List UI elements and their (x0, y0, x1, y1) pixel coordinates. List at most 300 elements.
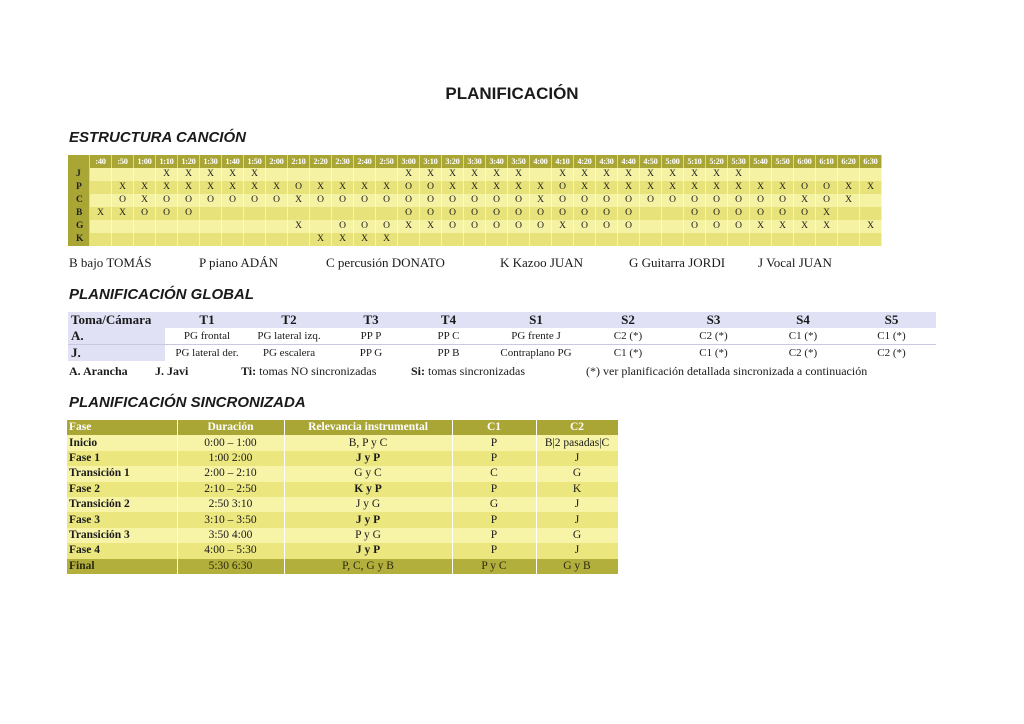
grid-cell: X (420, 220, 442, 233)
grid-cell: X (464, 181, 486, 194)
grid-cell: O (332, 194, 354, 207)
time-header: 4:00 (530, 155, 552, 168)
grid-cell: O (772, 207, 794, 220)
shot-cell: Contraplano PG (500, 347, 572, 359)
grid-cell (288, 233, 310, 246)
cell-c2: J (536, 512, 618, 527)
grid-cell: O (200, 194, 222, 207)
legend-item: G Guitarra JORDI (629, 255, 726, 270)
grid-cell (332, 168, 354, 181)
grid-cell: X (706, 168, 728, 181)
grid-cell: O (728, 207, 750, 220)
grid-cell: X (816, 220, 838, 233)
time-header: 1:20 (178, 155, 200, 168)
grid-cell (244, 233, 266, 246)
shot-cell: PP P (329, 328, 413, 345)
shot-cell: PG frente J (484, 328, 588, 345)
time-header: 1:40 (222, 155, 244, 168)
grid-cell: X (310, 233, 332, 246)
grid-cell (772, 233, 794, 246)
time-header: 3:00 (398, 155, 420, 168)
cell-rel: J y P (284, 543, 452, 558)
time-header: 6:30 (860, 155, 882, 168)
grid-cell: X (156, 168, 178, 181)
cell-fase: Fase 2 (67, 482, 177, 497)
grid-cell: O (816, 194, 838, 207)
grid-cell: O (442, 194, 464, 207)
grid-cell: X (772, 220, 794, 233)
legend-si-label: Si: (411, 364, 426, 378)
grid-cell: O (486, 207, 508, 220)
legend-item: C percusión DONATO (326, 255, 445, 270)
legend-note: (*) ver planificación detallada sincronizada a continuación (586, 364, 868, 378)
grid-cell: O (728, 220, 750, 233)
legend-ti (241, 364, 376, 379)
grid-cell (244, 207, 266, 220)
grid-cell: O (354, 194, 376, 207)
grid-cell: X (222, 168, 244, 181)
grid-cell: X (728, 168, 750, 181)
estructura-grid (68, 155, 882, 246)
grid-cell: X (420, 168, 442, 181)
grid-cell (486, 233, 508, 246)
global-row (68, 345, 936, 362)
grid-cell (662, 220, 684, 233)
grid-cell: O (266, 194, 288, 207)
time-header: 4:30 (596, 155, 618, 168)
shot-cell: C2 (*) (668, 328, 759, 345)
shot-cell: PG lateral der. (175, 347, 239, 359)
grid-cell (200, 207, 222, 220)
grid-cell (618, 233, 640, 246)
grid-cell (662, 207, 684, 220)
grid-cell: O (464, 220, 486, 233)
grid-cell (288, 207, 310, 220)
grid-cell: X (596, 181, 618, 194)
cell-c1: P (452, 543, 536, 558)
column-header: C2 (536, 420, 618, 435)
grid-cell: O (596, 220, 618, 233)
estructura-legend (69, 255, 969, 271)
grid-cell (706, 233, 728, 246)
table-row (67, 497, 618, 512)
grid-cell (266, 168, 288, 181)
time-header: :40 (90, 155, 112, 168)
time-header: 2:10 (288, 155, 310, 168)
grid-cell: X (486, 181, 508, 194)
cell-c2: J (536, 543, 618, 558)
table-row (67, 466, 618, 481)
grid-cell (134, 220, 156, 233)
grid-cell: O (706, 207, 728, 220)
table-row (67, 482, 618, 497)
grid-cell (90, 181, 112, 194)
grid-cell (794, 233, 816, 246)
grid-cell: O (662, 194, 684, 207)
grid-cell: O (750, 207, 772, 220)
time-header: 1:10 (156, 155, 178, 168)
grid-cell (420, 233, 442, 246)
grid-cell (860, 233, 882, 246)
table-row (67, 435, 618, 450)
instrument-label: J (68, 168, 90, 181)
grid-cell (772, 168, 794, 181)
table-row (67, 451, 618, 466)
table-row (67, 559, 618, 574)
grid-cell: X (464, 168, 486, 181)
grid-cell (178, 233, 200, 246)
grid-cell: X (398, 168, 420, 181)
time-header: 5:10 (684, 155, 706, 168)
time-header: 2:00 (266, 155, 288, 168)
grid-cell: O (596, 207, 618, 220)
grid-cell: O (772, 194, 794, 207)
table-row (67, 512, 618, 527)
grid-cell: O (618, 220, 640, 233)
grid-cell: O (376, 220, 398, 233)
take-header: T4 (413, 312, 484, 328)
camera-label: A. (68, 328, 165, 345)
grid-cell (640, 220, 662, 233)
grid-cell: O (574, 194, 596, 207)
grid-cell (200, 220, 222, 233)
grid-cell (266, 220, 288, 233)
grid-cell: X (398, 220, 420, 233)
section-title-estructura: ESTRUCTURA CANCIÓN (69, 129, 246, 146)
grid-cell: X (596, 168, 618, 181)
cell-c1: P (452, 451, 536, 466)
grid-cell (398, 233, 420, 246)
grid-cell (464, 233, 486, 246)
grid-cell: O (530, 207, 552, 220)
global-table (68, 312, 936, 361)
cell-fase: Transición 2 (67, 497, 177, 512)
grid-cell: O (618, 194, 640, 207)
grid-cell (640, 207, 662, 220)
grid-cell (684, 233, 706, 246)
grid-cell: X (684, 168, 706, 181)
take-header: T2 (249, 312, 329, 328)
shot-cell: PP C (413, 328, 484, 345)
shot-cell: C1 (*) (759, 328, 847, 345)
grid-cell (838, 207, 860, 220)
grid-cell: X (200, 168, 222, 181)
grid-cell: X (134, 181, 156, 194)
grid-cell: O (706, 194, 728, 207)
grid-cell (222, 233, 244, 246)
table-row (67, 543, 618, 558)
time-header: :50 (112, 155, 134, 168)
grid-cell: X (486, 168, 508, 181)
grid-cell: O (398, 181, 420, 194)
grid-cell (178, 220, 200, 233)
grid-cell: X (244, 168, 266, 181)
grid-cell: X (640, 168, 662, 181)
grid-cell: O (310, 194, 332, 207)
grid-cell: O (464, 194, 486, 207)
take-header: S5 (847, 312, 936, 328)
grid-cell: O (552, 181, 574, 194)
grid-cell: O (794, 207, 816, 220)
cell-c1: P (452, 435, 536, 450)
cell-c1: P (452, 482, 536, 497)
grid-cell: X (618, 168, 640, 181)
grid-cell (354, 207, 376, 220)
grid-cell: O (332, 220, 354, 233)
cell-fase: Final (67, 559, 177, 574)
grid-cell: X (838, 194, 860, 207)
take-header: S1 (484, 312, 588, 328)
legend-si (411, 364, 525, 379)
grid-cell: O (706, 220, 728, 233)
grid-cell (90, 220, 112, 233)
grid-cell: O (376, 194, 398, 207)
take-header: S4 (759, 312, 847, 328)
grid-cell: X (860, 181, 882, 194)
grid-cell: X (222, 181, 244, 194)
grid-cell: O (420, 194, 442, 207)
grid-cell (838, 168, 860, 181)
shot-cell: PG lateral izq. (249, 328, 329, 345)
time-header: 1:50 (244, 155, 266, 168)
shot-cell: C2 (*) (588, 328, 668, 345)
grid-cell: X (794, 194, 816, 207)
take-header: T3 (329, 312, 413, 328)
grid-cell: X (442, 168, 464, 181)
grid-cell: X (706, 181, 728, 194)
grid-cell: O (750, 194, 772, 207)
time-header: 2:20 (310, 155, 332, 168)
cell-rel: P y G (284, 528, 452, 543)
camera-label: J. (68, 345, 165, 362)
grid-cell: O (574, 220, 596, 233)
legend-ti-label: Ti: (241, 364, 257, 378)
grid-cell (794, 168, 816, 181)
cell-fase: Fase 1 (67, 451, 177, 466)
time-header: 5:00 (662, 155, 684, 168)
grid-cell: X (662, 168, 684, 181)
grid-cell: O (618, 207, 640, 220)
grid-cell: X (640, 181, 662, 194)
grid-cell (134, 168, 156, 181)
grid-cell: X (728, 181, 750, 194)
grid-cell (530, 233, 552, 246)
grid-cell (376, 168, 398, 181)
grid-cell: O (244, 194, 266, 207)
grid-cell: X (838, 181, 860, 194)
grid-cell: O (486, 194, 508, 207)
grid-cell: X (134, 194, 156, 207)
grid-cell: X (288, 194, 310, 207)
grid-cell: X (376, 233, 398, 246)
time-header: 4:50 (640, 155, 662, 168)
cell-c1: P (452, 528, 536, 543)
time-header: 4:40 (618, 155, 640, 168)
grid-cell: O (728, 194, 750, 207)
instrument-label: K (68, 233, 90, 246)
grid-cell (310, 207, 332, 220)
grid-cell (90, 194, 112, 207)
grid-cell (530, 168, 552, 181)
grid-cell: O (816, 181, 838, 194)
grid-cell: X (772, 181, 794, 194)
grid-cell: X (552, 220, 574, 233)
grid-cell: X (574, 168, 596, 181)
cell-dur: 2:00 – 2:10 (177, 466, 284, 481)
cell-dur: 4:00 – 5:30 (177, 543, 284, 558)
grid-cell: X (794, 220, 816, 233)
grid-cell (508, 233, 530, 246)
grid-cell: O (464, 207, 486, 220)
legend-item: B bajo TOMÁS (69, 255, 152, 270)
grid-cell: X (662, 181, 684, 194)
time-header: 5:40 (750, 155, 772, 168)
cell-c1: P (452, 512, 536, 527)
grid-cell (860, 207, 882, 220)
cell-fase: Transición 1 (67, 466, 177, 481)
grid-cell: X (574, 181, 596, 194)
global-row (68, 328, 936, 345)
grid-cell: X (354, 181, 376, 194)
cell-c2: G (536, 466, 618, 481)
time-header: 4:20 (574, 155, 596, 168)
time-header: 1:30 (200, 155, 222, 168)
grid-cell: O (156, 194, 178, 207)
grid-cell: O (156, 207, 178, 220)
grid-cell: O (684, 194, 706, 207)
cell-fase: Fase 3 (67, 512, 177, 527)
shot-cell: C1 (*) (847, 328, 936, 345)
grid-cell (156, 220, 178, 233)
grid-cell: X (178, 168, 200, 181)
column-header: Relevancia instrumental (284, 420, 452, 435)
time-header: 6:00 (794, 155, 816, 168)
time-header: 2:40 (354, 155, 376, 168)
cell-rel: J y G (284, 497, 452, 512)
grid-cell: O (134, 207, 156, 220)
grid-cell (266, 233, 288, 246)
cell-dur: 5:30 6:30 (177, 559, 284, 574)
take-header: T1 (165, 312, 249, 328)
shot-cell: C2 (*) (877, 347, 906, 359)
shot-cell: PG escalera (262, 347, 316, 359)
section-title-sincronizada: PLANIFICACIÓN SINCRONIZADA (69, 394, 306, 411)
cell-c2: K (536, 482, 618, 497)
legend-item: K Kazoo JUAN (500, 255, 584, 270)
grid-cell (442, 233, 464, 246)
cell-rel: B, P y C (284, 435, 452, 450)
grid-cell: O (574, 207, 596, 220)
shot-cell: C2 (*) (788, 347, 818, 359)
cell-rel: P, C, G y B (284, 559, 452, 574)
grid-cell: X (750, 220, 772, 233)
grid-cell (222, 220, 244, 233)
grid-cell: X (310, 181, 332, 194)
grid-cell: O (684, 207, 706, 220)
time-header: 3:40 (486, 155, 508, 168)
page-title: PLANIFICACIÓN (445, 84, 579, 103)
shot-cell: PG frontal (165, 328, 249, 345)
legend-javi (155, 364, 188, 379)
grid-cell (310, 220, 332, 233)
time-header: 5:20 (706, 155, 728, 168)
cell-c2: J (536, 451, 618, 466)
legend-item: P piano ADÁN (199, 255, 278, 270)
cell-rel: J y P (284, 512, 452, 527)
legend-si-text: tomas sincronizadas (428, 364, 525, 378)
grid-cell (662, 233, 684, 246)
take-header: S2 (588, 312, 668, 328)
grid-cell: O (420, 181, 442, 194)
grid-cell: X (288, 220, 310, 233)
sincronizada-body (67, 435, 618, 574)
cell-fase: Transición 3 (67, 528, 177, 543)
grid-cell (244, 220, 266, 233)
grid-corner (68, 155, 90, 168)
grid-cell: O (398, 207, 420, 220)
cell-c2: G (536, 528, 618, 543)
grid-cell (288, 168, 310, 181)
cell-c2: B|2 pasadas|C (536, 435, 618, 450)
grid-cell: X (816, 207, 838, 220)
time-header: 6:20 (838, 155, 860, 168)
sincronizada-table (67, 420, 619, 574)
time-header: 3:20 (442, 155, 464, 168)
instrument-label: G (68, 220, 90, 233)
take-header: S3 (668, 312, 759, 328)
grid-cell (90, 233, 112, 246)
grid-cell: O (178, 207, 200, 220)
grid-cell: O (486, 220, 508, 233)
legend-ti-text: tomas NO sincronizadas (259, 364, 377, 378)
cell-rel: J y P (284, 451, 452, 466)
legend-arancha-text: A. Arancha (69, 364, 128, 378)
grid-cell (860, 168, 882, 181)
shot-cell: C1 (*) (699, 347, 728, 359)
cell-rel: G y C (284, 466, 452, 481)
grid-cell (112, 168, 134, 181)
legend-javi-text: J. Javi (155, 364, 189, 378)
grid-cell: X (332, 181, 354, 194)
time-header: 1:00 (134, 155, 156, 168)
cell-dur: 3:50 4:00 (177, 528, 284, 543)
grid-cell: O (442, 220, 464, 233)
grid-cell (376, 207, 398, 220)
grid-cell: X (200, 181, 222, 194)
time-header: 4:10 (552, 155, 574, 168)
grid-cell: X (376, 181, 398, 194)
column-header: Duración (177, 420, 284, 435)
grid-cell: X (354, 233, 376, 246)
global-legend (69, 364, 949, 380)
column-header: Fase (67, 420, 177, 435)
grid-cell: X (442, 181, 464, 194)
grid-cell: X (112, 181, 134, 194)
section-title-global: PLANIFICACIÓN GLOBAL (69, 286, 254, 303)
time-header: 6:10 (816, 155, 838, 168)
grid-cell: X (90, 207, 112, 220)
time-header: 3:50 (508, 155, 530, 168)
grid-cell: X (156, 181, 178, 194)
table-row (67, 528, 618, 543)
grid-cell (552, 233, 574, 246)
grid-cell: X (684, 181, 706, 194)
grid-cell: O (442, 207, 464, 220)
time-header: 5:30 (728, 155, 750, 168)
grid-cell (266, 207, 288, 220)
grid-cell: O (354, 220, 376, 233)
grid-cell: X (530, 181, 552, 194)
